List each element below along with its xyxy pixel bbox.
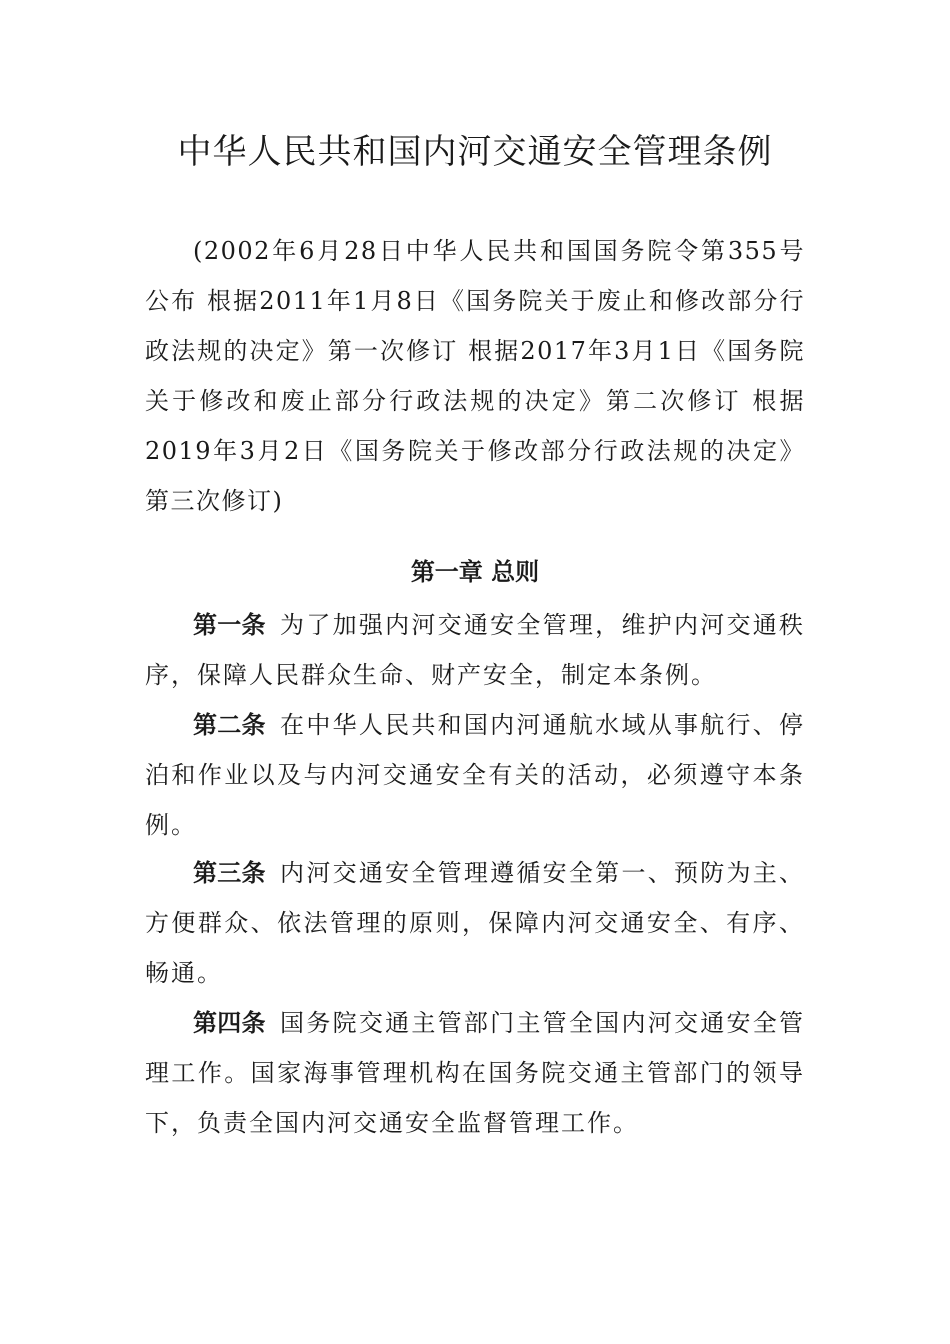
article-label: 第一条 <box>193 611 266 639</box>
document-title: 中华人民共和国内河交通安全管理条例 <box>177 132 773 172</box>
chapter-heading: 第一章 总则 <box>410 558 540 586</box>
revision-history: (2002年6月28日中华人民共和国国务院令第355号公布 根据2011年1月8日《国务院关于废止和修改部分行政法规的决定》第一次修订 根据2017年3月1日《国务院关于修改和废止部分行政法规的决定》第二次修订 根据2019年3月2日《国务院关于修改部分行政法规的决定》第三次修订) <box>145 237 805 515</box>
article-text: 国务院交通主管部门主管全国内河交通安全管理工作。国家海事管理机构在国务院交通主管部门的领导下，负责全国内河交通安全监督管理工作。 <box>145 1009 806 1137</box>
article-text: 为了加强内河交通安全管理，维护内河交通秩序，保障人民群众生命、财产安全，制定本条例。 <box>145 611 806 689</box>
article-text: 内河交通安全管理遵循安全第一、预防为主、方便群众、依法管理的原则，保障内河交通安全、有序、畅通。 <box>145 859 806 987</box>
article-4 <box>145 998 805 1148</box>
article-label: 第二条 <box>193 711 266 739</box>
article-2 <box>145 700 805 850</box>
article-3 <box>145 848 805 998</box>
article-text: 在中华人民共和国内河通航水域从事航行、停泊和作业以及与内河交通安全有关的活动，必须遵守本条例。 <box>145 711 806 839</box>
article-label: 第三条 <box>193 859 266 887</box>
article-1 <box>145 600 805 700</box>
article-label: 第四条 <box>193 1009 266 1037</box>
